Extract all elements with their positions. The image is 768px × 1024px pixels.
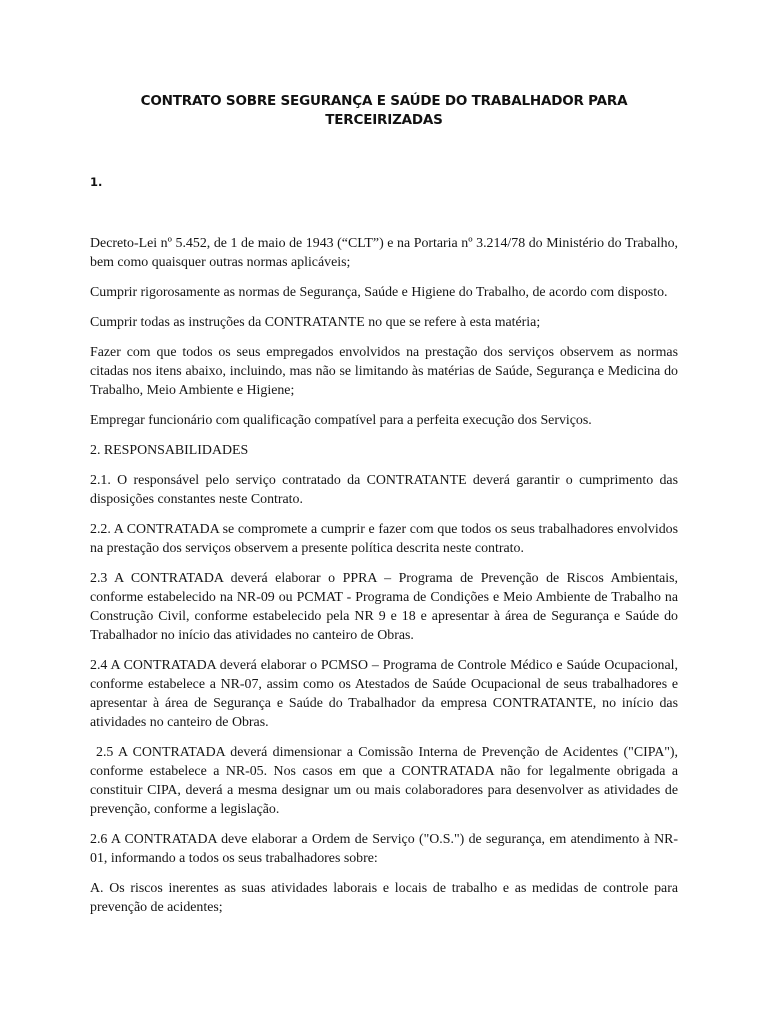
title-line-1: CONTRATO SOBRE SEGURANÇA E SAÚDE DO TRABALHADOR PARA [140, 93, 628, 109]
paragraph-item-a: A. Os riscos inerentes as suas atividades laborais e locais de trabalho e as medidas de controle para prevenção de acidentes; [90, 881, 678, 915]
paragraph-2-6: 2.6 A CONTRATADA deve elaborar a Ordem de Serviço ("O.S.") de segurança, em atendimento à NR-01, informando a todos os seus trabalhadores sobre: [90, 832, 678, 866]
paragraph-cumprir-normas: Cumprir rigorosamente as normas de Segurança, Saúde e Higiene do Trabalho, de acordo com disposto. [90, 285, 668, 300]
section-number: 1. [90, 175, 103, 189]
paragraph-2-5: 2.5 A CONTRATADA deverá dimensionar a Comissão Interna de Prevenção de Acidentes ("CIPA"), conforme estabelece a NR-05. Nos casos em que a CONTRATADA não for legalmente obrigada a constituir CIPA, deverá a mesma designar um ou mais colaboradores para desenvolver as atividades de prevenção, conforme a legislação. [90, 745, 678, 817]
paragraph-2-3: 2.3 A CONTRATADA deverá elaborar o PPRA – Programa de Prevenção de Riscos Ambientais, conforme estabelecido na NR-09 ou PCMAT - Programa de Condições e Meio Ambiente de Trabalho na Construção Civil, conforme estabelecido pela NR 9 e 18 e apresentar à área de Segurança e Saúde do Trabalhador no início das atividades no canteiro de Obras. [90, 571, 678, 643]
paragraph-empregar-funcionario: Empregar funcionário com qualificação compatível para a perfeita execução dos Serviços. [90, 413, 592, 428]
paragraph-cumprir-instrucoes: Cumprir todas as instruções da CONTRATANTE no que se refere à esta matéria; [90, 315, 541, 330]
section-heading-responsabilidades: 2. RESPONSABILIDADES [90, 443, 249, 458]
document-title [90, 92, 678, 130]
paragraph-2-4: 2.4 A CONTRATADA deverá elaborar o PCMSO – Programa de Controle Médico e Saúde Ocupacional, conforme estabelece a NR-07, assim como os Atestados de Saúde Ocupacional de seus trabalhadores e apresentar à área de Segurança e Saúde do Trabalhador da empresa CONTRATANTE, no início das atividades no canteiro de Obras. [90, 658, 678, 730]
paragraph-2-2: 2.2. A CONTRATADA se compromete a cumprir e fazer com que todos os seus trabalhadores envolvidos na prestação dos serviços observem a presente política descrita neste contrato. [90, 522, 678, 556]
document-body [90, 234, 678, 928]
paragraph-fazer-empregados: Fazer com que todos os seus empregados envolvidos na prestação dos serviços observem as normas citadas nos itens abaixo, incluindo, mas não se limitando às matérias de Saúde, Segurança e Medicina do Trabalho, Meio Ambiente e Higiene; [90, 345, 678, 398]
paragraph-decreto-lei: Decreto-Lei nº 5.452, de 1 de maio de 1943 (“CLT”) e na Portaria nº 3.214/78 do Ministério do Trabalho, bem como quaisquer outras normas aplicáveis; [90, 236, 678, 270]
title-line-2: TERCEIRIZADAS [325, 112, 443, 128]
paragraph-2-1: 2.1. O responsável pelo serviço contratado da CONTRATANTE deverá garantir o cumprimento das disposições constantes neste Contrato. [90, 473, 678, 507]
